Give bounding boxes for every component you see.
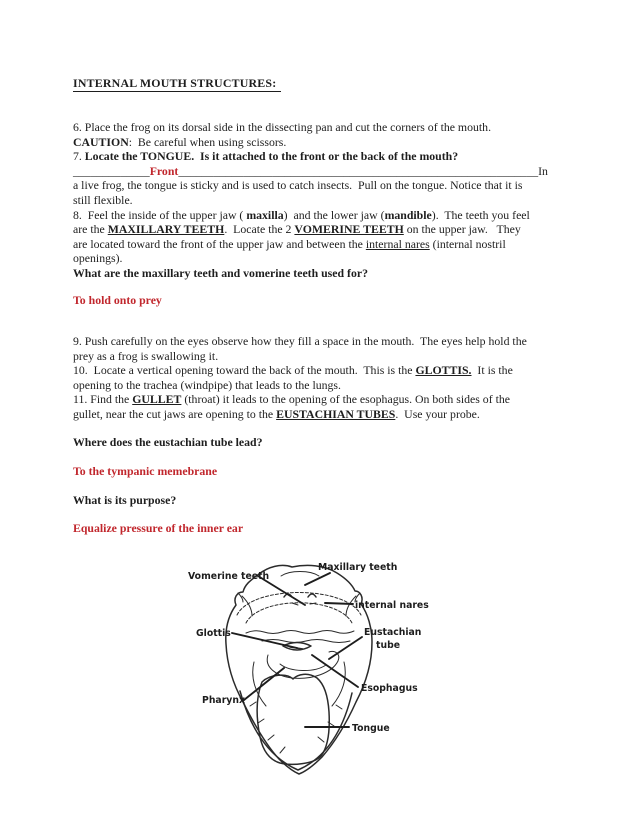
doc-line [73,293,162,308]
doc-text-segment: In [538,163,548,178]
doc-text-segment: 10. Locate a vertical opening toward the back of the mouth. This is the [73,363,416,378]
frog-mouth-diagram [180,551,442,806]
doc-text-segment: What is its purpose? [73,493,177,507]
diagram-label-internal-nares: internal nares [355,600,429,611]
leader-esophagus [312,655,358,687]
doc-text-segment: still flexible. [73,192,133,207]
answer-teeth-use [73,293,162,308]
doc-text-segment: 7. [73,149,85,164]
leader-pharynx [244,668,284,700]
answer-text: Equalize pressure of the inner ear [73,521,244,535]
doc-line [73,251,548,266]
doc-text-segment: prey as a frog is swallowing it. [73,348,219,363]
question-eustachian-lead [73,435,263,450]
diagram-label-pharynx: Pharynx [202,695,245,706]
doc-line [73,208,548,223]
doc-line [73,435,263,450]
doc-text-segment: gullet, near the cut jaws are opening to the [73,406,277,421]
doc-text-segment: EUSTACHIAN TUBES [276,406,396,421]
answer-purpose [73,521,243,536]
tongue-shape [257,674,329,764]
doc-text-segment: ) and the lower jaw ( [283,207,385,222]
doc-line [73,521,243,536]
doc-text-segment: : Be careful when using scissors. [128,134,287,149]
question-purpose [73,493,176,508]
doc-text-segment: GLOTTIS. [415,363,472,378]
doc-text-segment: (internal nostril [429,236,506,251]
doc-text-segment: Locate the TONGUE. Is it attached to the front or the back of the mouth? [84,149,459,164]
doc-text-segment: mandible [384,207,432,222]
doc-text-segment: 6. Place the frog on its dorsal side in the dissecting pan and cut the corners of the mouth. [73,120,492,134]
doc-text-segment: VOMERINE TEETH [294,222,404,237]
doc-line [73,222,548,237]
doc-text-segment: opening to the trachea (windpipe) that leads to the lungs. [73,377,341,392]
doc-line [73,363,527,378]
answer-text: Front [149,163,179,178]
doc-line [73,149,548,164]
doc-line [73,193,548,208]
maxillary-teeth-row-inner [246,603,352,623]
instructions-9-to-11 [73,334,527,422]
doc-line [73,407,527,422]
diagram-label-eustachian-tube: tube [376,640,401,651]
doc-text-segment: 11. Find the [73,392,133,407]
leader-glottis [232,633,297,648]
doc-line [73,464,217,479]
answer-text: To the tympanic memebrane [73,464,218,478]
doc-line [73,493,176,508]
diagram-label-vomerine-teeth: Vomerine teeth [188,571,270,582]
doc-line [73,392,527,407]
doc-text-segment: . Use your probe. [395,406,480,421]
doc-text-segment: What are the maxillary teeth and vomerine teeth used for? [73,265,368,280]
diagram-label-eustachian: Eustachian [364,627,422,638]
doc-text-segment: openings). [73,251,123,266]
doc-text-segment: maxilla [246,207,284,222]
left-eye-bulge [238,593,252,616]
leader-eustachian [329,637,362,659]
doc-text-segment: Where does the eustachian tube lead? [73,435,263,449]
doc-text-segment: CAUTION [73,134,129,149]
doc-text-segment: ). The teeth you feel [431,207,530,222]
doc-text-segment: internal nares [365,236,430,251]
doc-text-segment: are located toward the front of the upper jaw and between the [73,236,366,251]
doc-line [73,349,527,364]
doc-text-segment: 9. Push carefully on the eyes observe how they fill a space in the mouth. The eyes help hold the [73,334,527,348]
doc-line [73,334,527,349]
diagram-label-maxillary-teeth: Maxillary teeth [318,562,398,573]
answer-eustachian-lead [73,464,217,479]
doc-line [73,120,548,135]
doc-text-segment: MAXILLARY TEETH [107,222,225,237]
doc-line [73,164,548,179]
leader-internal-nares [325,603,353,604]
answer-text: To hold onto prey [73,293,162,307]
diagram-label-esophagus: Esophagus [361,683,418,694]
diagram-label-tongue: Tongue [352,723,390,734]
doc-text-segment: (throat) it leads to the opening of the esophagus. On both sides of the [181,392,510,407]
diagram-label-glottis: Glottis [196,628,231,639]
doc-line [73,378,527,393]
page-title: INTERNAL MOUTH STRUCTURES: [73,76,281,92]
doc-line [73,178,548,193]
frog-mouth-outline [226,565,372,774]
doc-text-segment: a live frog, the tongue is sticky and is used to catch insects. Pull on the tongue. Notice that it is [73,178,523,193]
doc-text-segment: on the upper jaw. They [403,222,521,237]
doc-text-segment: GULLET [132,392,182,407]
doc-line [73,237,548,252]
doc-text-segment: are the [73,222,108,237]
doc-line [73,266,548,281]
doc-line [73,135,548,150]
snout-line [281,572,319,577]
doc-text-segment: . Locate the 2 [224,222,295,237]
instructions-6-to-8 [73,120,548,281]
doc-text-segment: _____________ [73,163,150,178]
doc-text-segment: _____________________________________________________________ [178,163,539,178]
doc-text-segment: 8. Feel the inside of the upper jaw ( [73,207,247,222]
doc-text-segment: It is the [471,363,513,378]
